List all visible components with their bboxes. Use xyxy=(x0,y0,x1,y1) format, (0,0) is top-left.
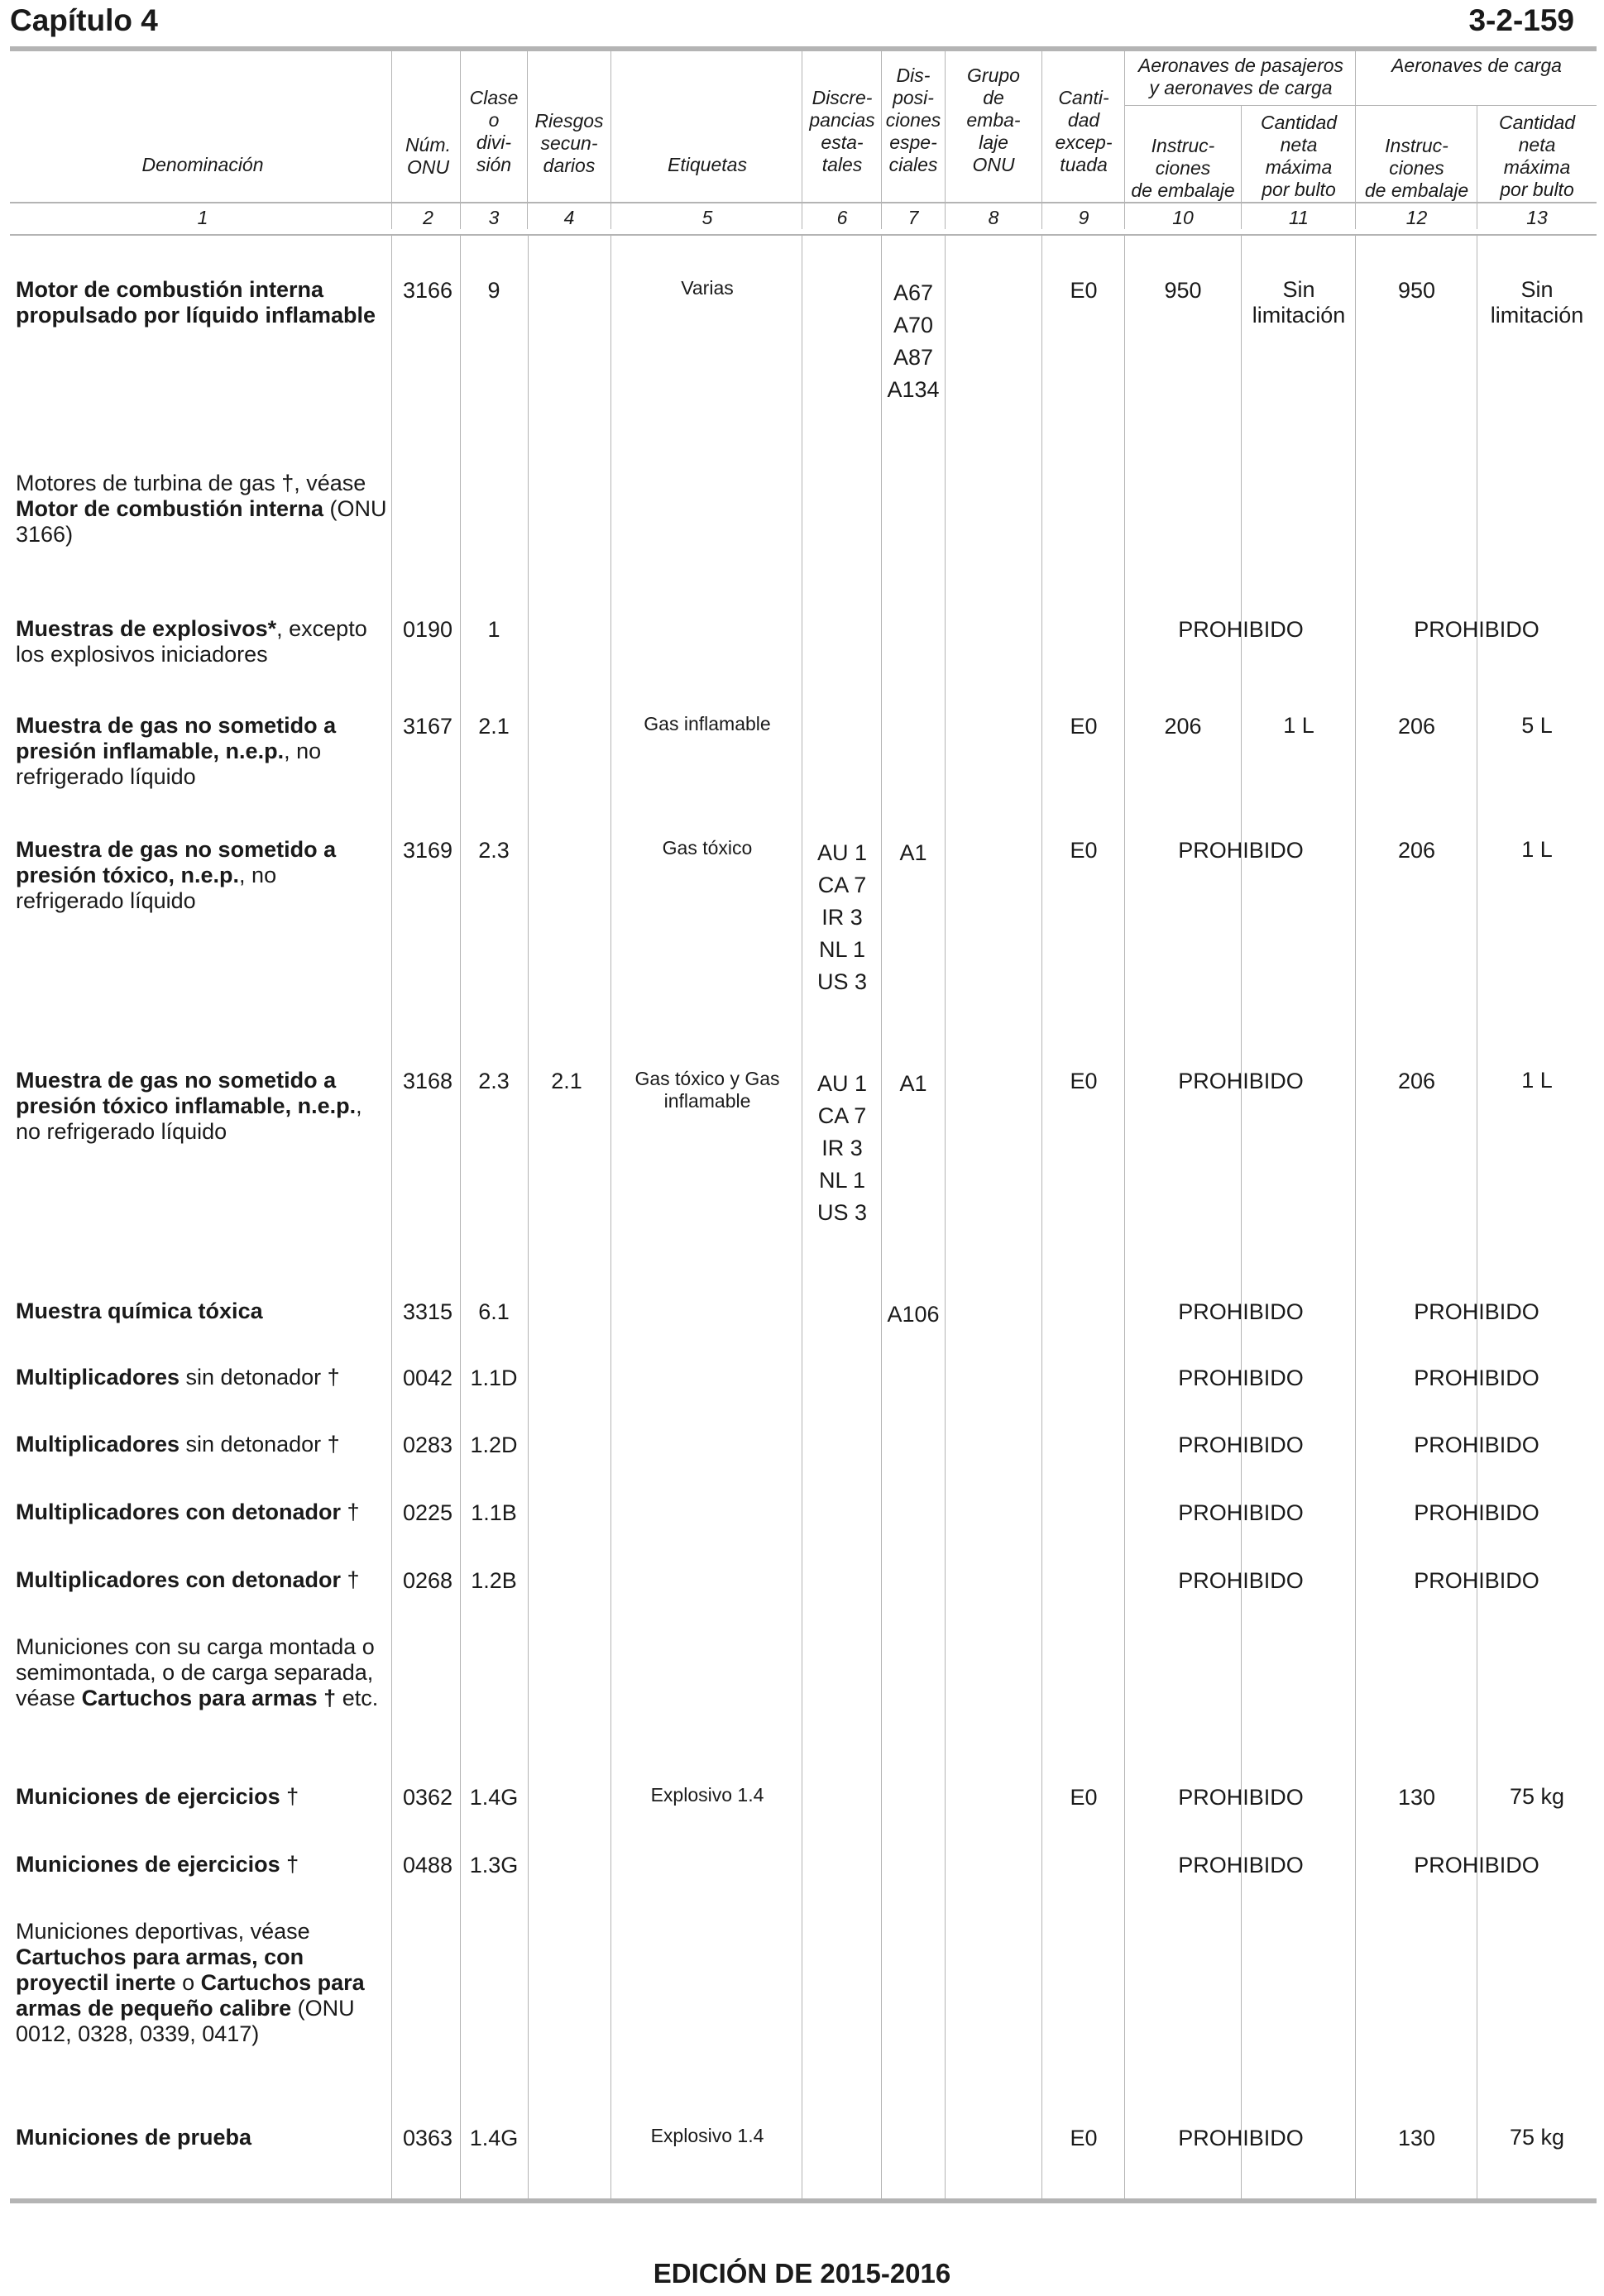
col-number: 8 xyxy=(988,207,999,228)
denomination-cell: Municiones deportivas, véase Cartuchos para armas, con proyectil inerte o Cartuchos para armas de pequeño calibre (ONU 0012, 0328, 0339, 0417) xyxy=(16,1919,365,2046)
cargo-packing-instruction-cell: 950 xyxy=(1397,278,1436,303)
excepted-quantity-cell: E0 xyxy=(1070,1785,1098,1810)
discrepancies-cell: AU 1 CA 7 IR 3 NL 1 US 3 xyxy=(816,840,868,994)
denomination-cell: Muestra de gas no sometido a presión tóxico inflamable, n.e.p., no refrigerado líquido xyxy=(16,1068,362,1144)
col-number: 13 xyxy=(1526,207,1548,228)
passenger-max-quantity-cell: Sin limitación xyxy=(1252,277,1346,328)
passenger-prohibited-cell: PROHIBIDO xyxy=(1178,2126,1304,2150)
col-riesgos: Riesgos secun- darios xyxy=(534,110,604,176)
discrepancies-cell: AU 1 CA 7 IR 3 NL 1 US 3 xyxy=(816,1071,868,1225)
excepted-quantity-cell: E0 xyxy=(1070,278,1098,303)
col-disposiciones: Dis- posi- ciones espe- ciales xyxy=(885,65,941,175)
top-rule xyxy=(10,46,1597,51)
denomination-cell: Motores de turbina de gas †, véase Motor de combustión interna (ONU 3166) xyxy=(16,471,387,547)
secondary-risk-cell: 2.1 xyxy=(551,1069,582,1093)
denomination-cell: Motor de combustión interna propulsado por líquido inflamable xyxy=(16,277,376,328)
col-instrucciones-carga: Instruc- ciones de embalaje xyxy=(1364,135,1469,201)
cargo-max-quantity-cell: 75 kg xyxy=(1509,1784,1565,1809)
onu-number-cell: 0362 xyxy=(402,1785,453,1810)
col-number: 4 xyxy=(563,207,575,228)
passenger-prohibited-cell: PROHIBIDO xyxy=(1178,838,1304,863)
class-cell: 2.1 xyxy=(478,714,510,739)
col-cantidad-neta-pax: Cantidad neta máxima por bulto xyxy=(1260,112,1338,200)
col-denominacion: Denominación xyxy=(141,154,264,175)
onu-number-cell: 0488 xyxy=(402,1853,453,1877)
cargo-packing-instruction-cell: 206 xyxy=(1397,1069,1436,1093)
class-cell: 1.1D xyxy=(470,1366,518,1390)
special-provisions-cell: A1 xyxy=(899,840,927,865)
class-cell: 1.2D xyxy=(470,1433,518,1457)
label-cell: Gas inflamable xyxy=(644,713,771,734)
cargo-packing-instruction-cell: 206 xyxy=(1397,714,1436,739)
passenger-prohibited-cell: PROHIBIDO xyxy=(1178,1785,1304,1810)
col-number: 2 xyxy=(423,207,433,228)
denomination-cell: Multiplicadores sin detonador † xyxy=(16,1432,340,1457)
label-cell: Gas tóxico y Gas inflamable xyxy=(634,1068,780,1112)
chapter-title: Capítulo 4 xyxy=(10,3,158,37)
excepted-quantity-cell: E0 xyxy=(1070,714,1098,739)
denomination-cell: Muestra de gas no sometido a presión tóxico, n.e.p., no refrigerado líquido xyxy=(16,837,337,913)
cargo-prohibited-cell: PROHIBIDO xyxy=(1414,1500,1539,1525)
label-cell: Gas tóxico xyxy=(662,837,753,859)
label-cell: Explosivo 1.4 xyxy=(650,1784,764,1806)
onu-number-cell: 3166 xyxy=(402,278,453,303)
cargo-packing-instruction-cell: 130 xyxy=(1397,1785,1436,1810)
class-cell: 1.2B xyxy=(471,1568,517,1593)
col-discrepancias: Discre- pancias esta- tales xyxy=(809,87,875,175)
cargo-max-quantity-cell: Sin limitación xyxy=(1490,277,1584,328)
excepted-quantity-cell: E0 xyxy=(1070,1069,1098,1093)
class-cell: 1 xyxy=(487,617,500,642)
col-number: 11 xyxy=(1289,207,1309,228)
class-cell: 2.3 xyxy=(478,838,510,863)
col-aeronaves-carga: Aeronaves de carga xyxy=(1391,55,1562,76)
denomination-cell: Muestra química tóxica xyxy=(16,1299,263,1323)
col-cantidad-neta-carga: Cantidad neta máxima por bulto xyxy=(1498,112,1576,200)
cargo-prohibited-cell: PROHIBIDO xyxy=(1414,1299,1539,1324)
label-cell: Varias xyxy=(681,277,734,299)
excepted-quantity-cell: E0 xyxy=(1070,838,1098,863)
page-header xyxy=(10,3,1574,43)
passenger-prohibited-cell: PROHIBIDO xyxy=(1178,1853,1304,1877)
denomination-cell: Multiplicadores sin detonador † xyxy=(16,1365,340,1390)
col-number: 9 xyxy=(1078,207,1089,228)
label-cell: Explosivo 1.4 xyxy=(650,2125,764,2146)
onu-number-cell: 0042 xyxy=(402,1366,453,1390)
cargo-prohibited-cell: PROHIBIDO xyxy=(1414,1568,1539,1593)
class-cell: 1.4G xyxy=(469,1785,519,1810)
denomination-cell: Muestra de gas no sometido a presión inflamable, n.e.p., no refrigerado líquido xyxy=(16,713,337,789)
class-cell: 9 xyxy=(487,278,500,303)
cargo-prohibited-cell: PROHIBIDO xyxy=(1414,1366,1539,1390)
onu-number-cell: 3169 xyxy=(402,838,453,863)
bottom-rule xyxy=(10,2198,1597,2203)
denomination-cell: Multiplicadores con detonador † xyxy=(16,1500,360,1524)
passenger-packing-instruction-cell: 950 xyxy=(1164,278,1202,303)
col-aeronaves-pasajeros: Aeronaves de pasajeros y aeronaves de carga xyxy=(1137,55,1344,98)
cargo-packing-instruction-cell: 130 xyxy=(1397,2126,1436,2150)
col-number: 12 xyxy=(1405,207,1428,228)
col-onu: Núm. ONU xyxy=(405,134,451,178)
excepted-quantity-cell: E0 xyxy=(1070,2126,1098,2150)
class-cell: 1.1B xyxy=(471,1500,517,1525)
col-number: 7 xyxy=(907,207,919,228)
col-clase: Clase o divi- sión xyxy=(469,87,519,175)
onu-number-cell: 0363 xyxy=(402,2126,453,2150)
passenger-prohibited-cell: PROHIBIDO xyxy=(1178,617,1304,642)
cargo-prohibited-cell: PROHIBIDO xyxy=(1414,1433,1539,1457)
cargo-max-quantity-cell: 75 kg xyxy=(1509,2125,1565,2150)
onu-number-cell: 0268 xyxy=(402,1568,453,1593)
denomination-cell: Municiones de ejercicios † xyxy=(16,1852,299,1877)
onu-number-cell: 3168 xyxy=(402,1069,453,1093)
col-instrucciones-pax: Instruc- ciones de embalaje xyxy=(1131,135,1235,201)
passenger-packing-instruction-cell: 206 xyxy=(1164,714,1202,739)
page-number: 3-2-159 xyxy=(1468,3,1574,37)
passenger-prohibited-cell: PROHIBIDO xyxy=(1178,1433,1304,1457)
col-number: 1 xyxy=(197,207,208,228)
cargo-max-quantity-cell: 1 L xyxy=(1521,837,1553,862)
special-provisions-cell: A1 xyxy=(899,1071,927,1096)
onu-number-cell: 0283 xyxy=(402,1433,453,1457)
special-provisions-cell: A106 xyxy=(887,1302,940,1327)
class-cell: 2.3 xyxy=(478,1069,510,1093)
col-number: 3 xyxy=(488,207,500,228)
onu-number-cell: 3315 xyxy=(402,1299,453,1324)
col-etiquetas: Etiquetas xyxy=(668,154,747,175)
special-provisions-cell: A67 A70 A87 A134 xyxy=(887,280,940,402)
denomination-cell: Muestras de explosivos*, excepto los explosivos iniciadores xyxy=(16,616,367,667)
passenger-prohibited-cell: PROHIBIDO xyxy=(1178,1299,1304,1324)
cargo-packing-instruction-cell: 206 xyxy=(1397,838,1436,863)
passenger-prohibited-cell: PROHIBIDO xyxy=(1178,1069,1304,1093)
cargo-prohibited-cell: PROHIBIDO xyxy=(1414,1853,1539,1877)
col-cantidad-exceptuada: Canti- dad excep- tuada xyxy=(1055,87,1113,175)
col-number: 6 xyxy=(836,207,848,228)
class-cell: 6.1 xyxy=(478,1299,510,1324)
denomination-cell: Municiones de ejercicios † xyxy=(16,1784,299,1809)
denomination-cell: Municiones de prueba xyxy=(16,2125,252,2150)
passenger-prohibited-cell: PROHIBIDO xyxy=(1178,1500,1304,1525)
edition-footer: EDICIÓN DE 2015-2016 xyxy=(653,2258,951,2289)
cargo-prohibited-cell: PROHIBIDO xyxy=(1414,617,1539,642)
class-cell: 1.3G xyxy=(469,1853,519,1877)
denomination-cell: Multiplicadores con detonador † xyxy=(16,1567,360,1592)
onu-number-cell: 0190 xyxy=(402,617,453,642)
class-cell: 1.4G xyxy=(469,2126,519,2150)
passenger-max-quantity-cell: 1 L xyxy=(1283,713,1314,738)
col-number: 5 xyxy=(701,207,713,228)
onu-number-cell: 3167 xyxy=(402,714,453,739)
col-grupo: Grupo de emba- laje ONU xyxy=(966,65,1021,175)
passenger-prohibited-cell: PROHIBIDO xyxy=(1178,1366,1304,1390)
col-number: 10 xyxy=(1172,207,1194,228)
cargo-max-quantity-cell: 5 L xyxy=(1521,713,1553,738)
onu-number-cell: 0225 xyxy=(402,1500,453,1525)
cargo-max-quantity-cell: 1 L xyxy=(1521,1068,1553,1093)
passenger-prohibited-cell: PROHIBIDO xyxy=(1178,1568,1304,1593)
denomination-cell: Municiones con su carga montada o semimontada, o de carga separada, véase Cartuchos para armas † etc. xyxy=(16,1634,379,1710)
